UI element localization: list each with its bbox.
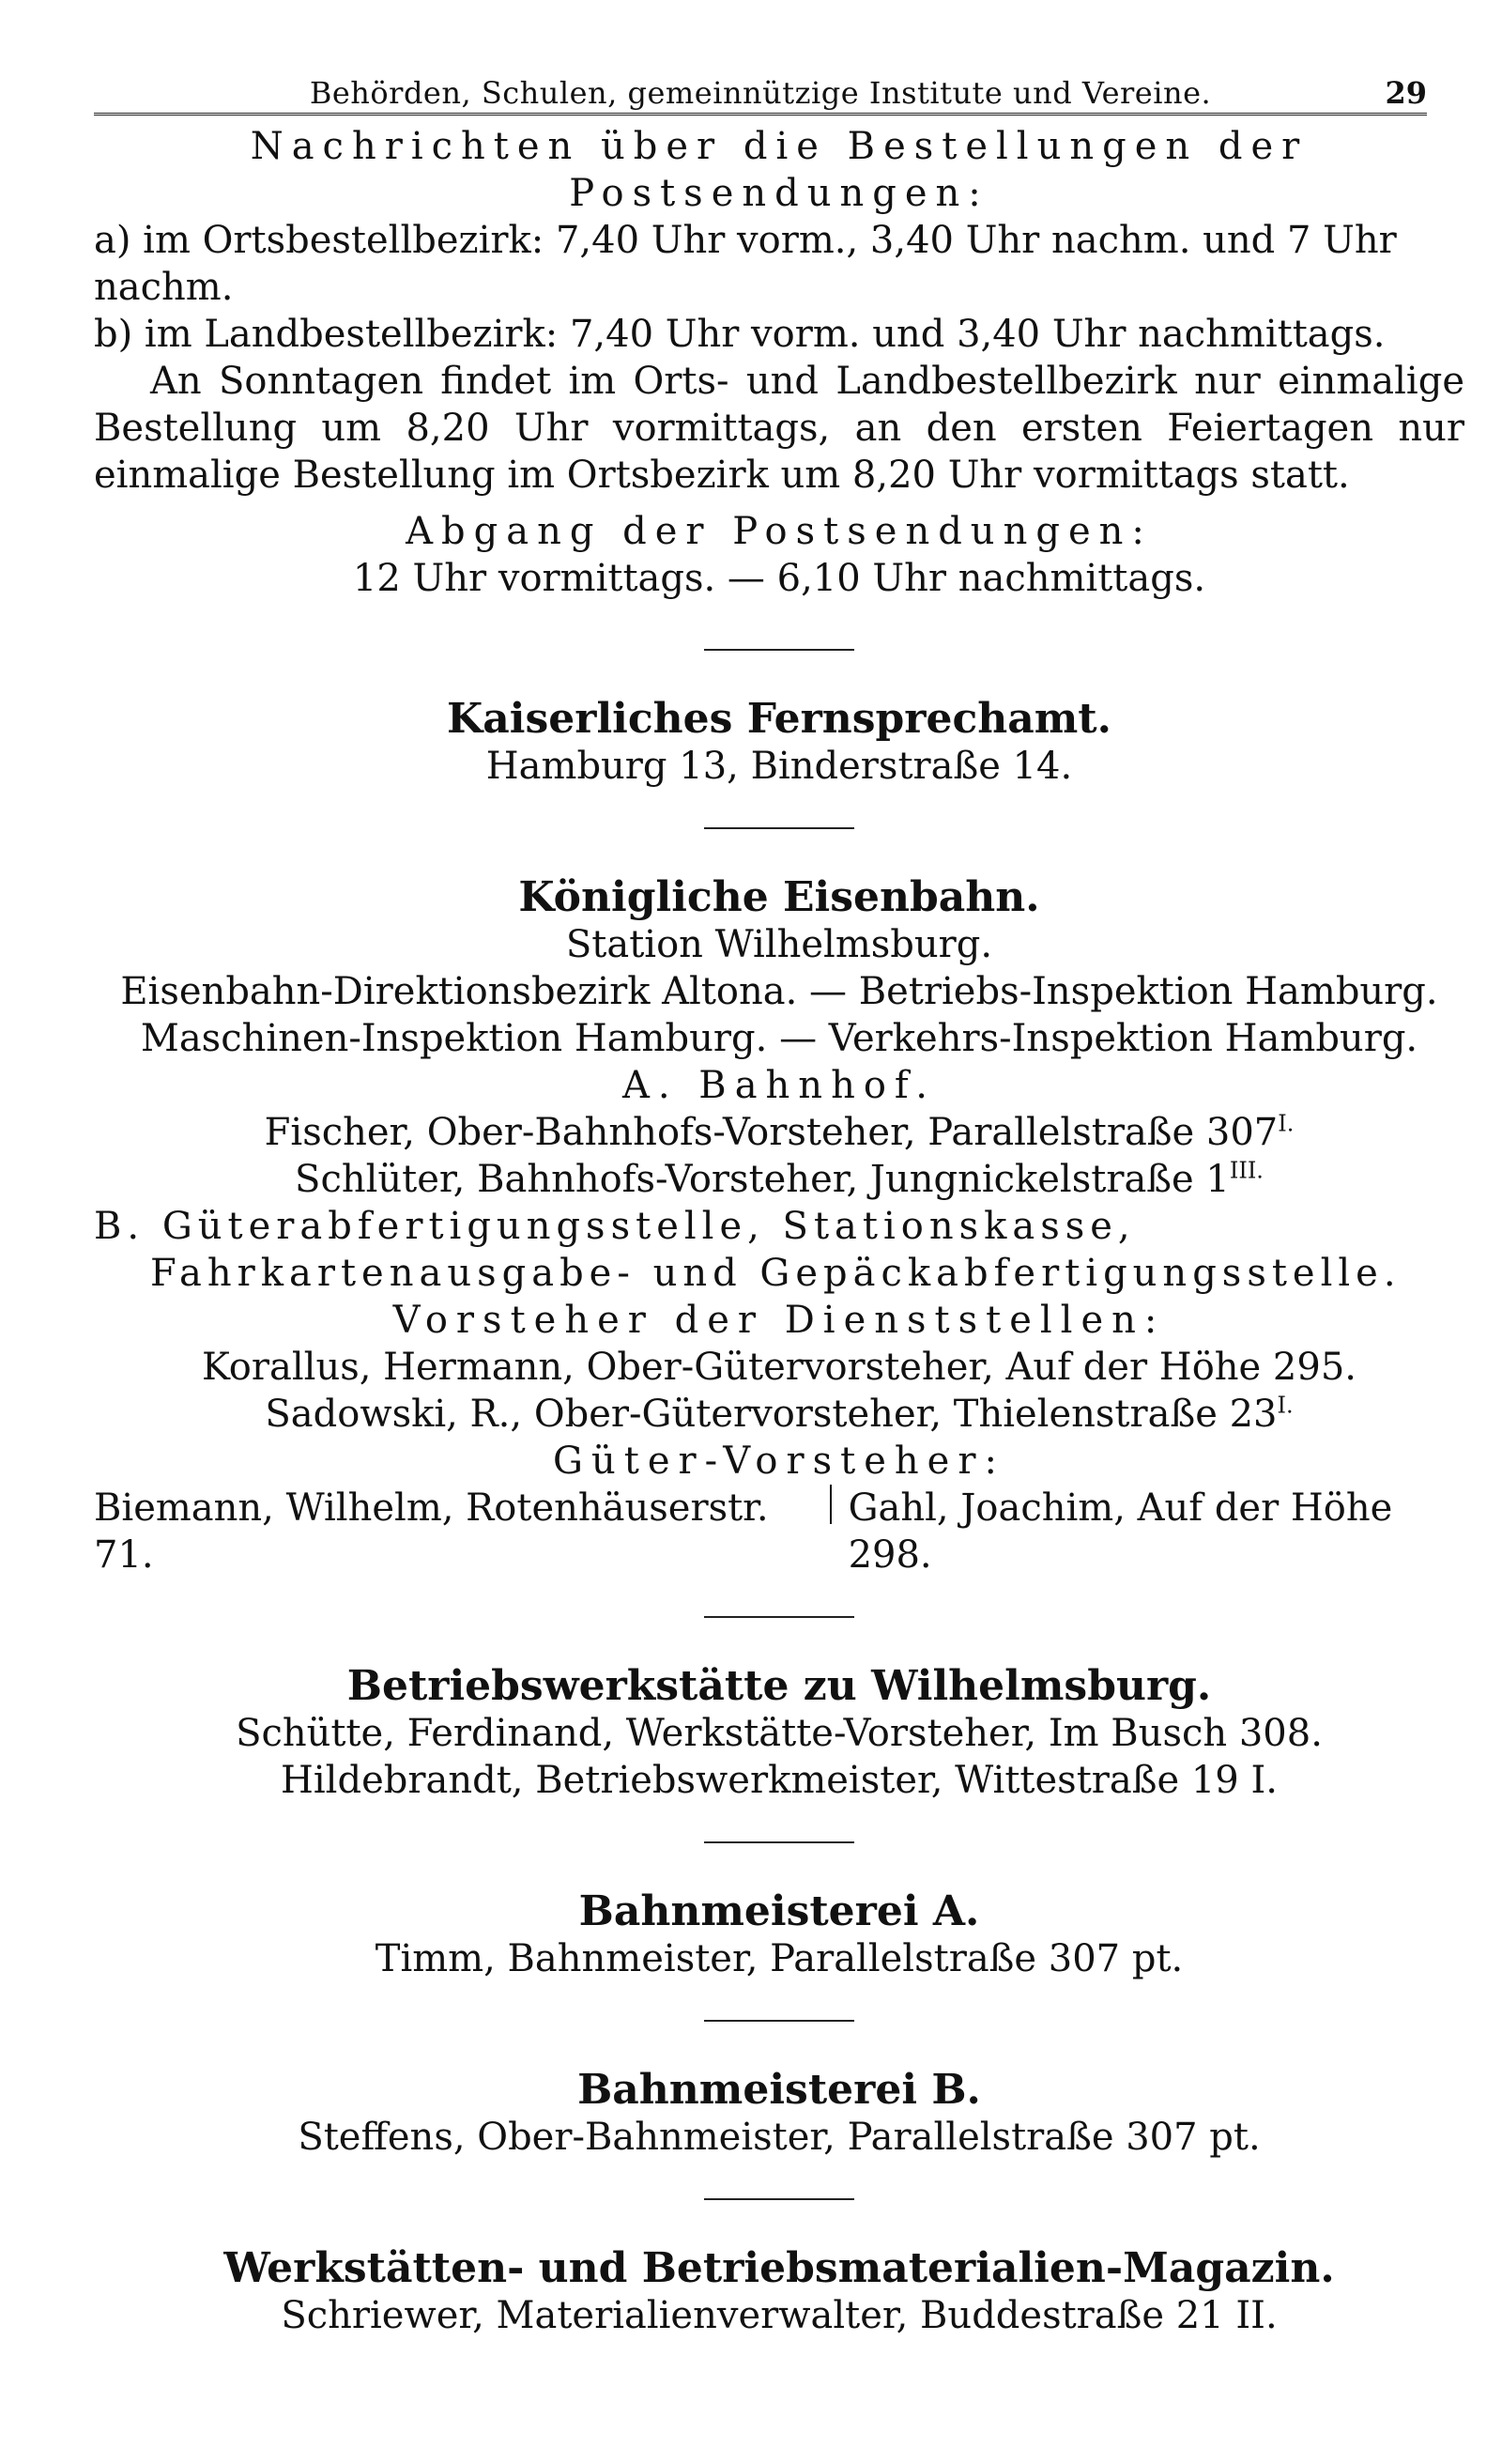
vorsteher-heading: Vorsteher der Dienststellen: [392, 1299, 1166, 1342]
a-entry-2 [94, 1156, 1464, 1203]
fernsprechamt-title: Kaiserliches Fernsprechamt. [447, 695, 1111, 743]
page-content [94, 123, 1464, 2339]
eisenbahn-station: Station Wilhelmsburg. [565, 923, 993, 966]
b-entry-1: Korallus, Hermann, Ober-Gütervorsteher, Auf der Höhe 295. [202, 1346, 1356, 1389]
bahnmeisterei-b-entry: Steffens, Ober-Bahnmeister, Parallelstraße 307 pt. [298, 2116, 1261, 2159]
separator-rule [704, 2020, 854, 2022]
a-entry-1 [94, 1109, 1464, 1156]
bahnmeisterei-a-title: Bahnmeisterei A. [578, 1887, 980, 1935]
separator-rule [704, 649, 854, 651]
a-entry-1-sup: I. [1278, 1110, 1295, 1137]
sunday-note: An Sonntagen findet im Orts- und Landbestellbezirk nur einmalige Bestellung um 8,20 Uhr vormittags, an den ersten Feiertagen nur einmalige Bestellung im Ortsbezirk um 8,20 Uhr vormittags statt. [94, 360, 1464, 497]
betriebswerkstaette-entry-1: Schütte, Ferdinand, Werkstätte-Vorsteher, Im Busch 308. [236, 1712, 1323, 1755]
section-a-heading: A. Bahnhof. [621, 1064, 937, 1107]
bahnmeisterei-b-title: Bahnmeisterei B. [577, 2066, 981, 2114]
delivery-a: a) im Ortsbestellbezirk: 7,40 Uhr vorm., 3,40 Uhr nachm. und 7 Uhr nachm. [94, 219, 1397, 309]
running-header [94, 66, 1427, 116]
section-b-heading: B. Güterabfertigungsstelle, Stationskasse, Fahrkartenausgabe- und Gepäckabfertigungsstelle. [94, 1205, 1402, 1295]
gueter-heading: Güter-Vorsteher: [553, 1440, 1005, 1483]
betriebswerkstaette-entry-2: Hildebrandt, Betriebswerkmeister, Wittestraße 19 I. [281, 1759, 1278, 1802]
b-entry-2-text: Sadowski, R., Ober-Gütervorsteher, Thielenstraße 23 [265, 1393, 1278, 1436]
gueter-right: Gahl, Joachim, Auf der Höhe 298. [848, 1486, 1393, 1577]
a-entry-2-text: Schlüter, Bahnhofs-Vorsteher, Jungnickelstraße 1 [295, 1158, 1230, 1201]
magazin-entry: Schriewer, Materialienverwalter, Buddestraße 21 II. [281, 2294, 1278, 2337]
gueter-row [94, 1485, 1464, 1578]
departure-heading: Abgang der Postsendungen: [406, 510, 1153, 553]
betriebswerkstaette-title: Betriebswerkstätte zu Wilhelmsburg. [346, 1662, 1212, 1710]
b-entry-2 [94, 1391, 1464, 1438]
separator-rule [704, 1616, 854, 1618]
bahnmeisterei-a-entry: Timm, Bahnmeister, Parallelstraße 307 pt. [375, 1937, 1184, 1980]
eisenbahn-line2: Maschinen-Inspektion Hamburg. — Verkehrs-Inspektion Hamburg. [140, 1017, 1418, 1060]
running-title: Behörden, Schulen, gemeinnützige Institute und Vereine. [309, 75, 1212, 111]
gueter-left: Biemann, Wilhelm, Rotenhäuserstr. 71. [94, 1486, 769, 1577]
separator-rule [704, 2198, 854, 2200]
delivery-heading: Nachrichten über die Bestellungen der Postsendungen: [250, 125, 1309, 215]
a-entry-1-text: Fischer, Ober-Bahnhofs-Vorsteher, Parallelstraße 307 [264, 1111, 1279, 1154]
separator-rule [704, 1841, 854, 1843]
b-entry-2-sup: I. [1277, 1392, 1294, 1419]
magazin-title: Werkstätten- und Betriebsmaterialien-Magazin. [223, 2244, 1335, 2292]
page-number: 29 [1385, 75, 1427, 111]
delivery-b: b) im Landbestellbezirk: 7,40 Uhr vorm. und 3,40 Uhr nachmittags. [94, 313, 1386, 356]
eisenbahn-title: Königliche Eisenbahn. [518, 873, 1040, 921]
fernsprechamt-address: Hamburg 13, Binderstraße 14. [485, 745, 1073, 788]
departure-times: 12 Uhr vormittags. — 6,10 Uhr nachmittags. [352, 557, 1206, 600]
separator-rule [704, 827, 854, 829]
a-entry-2-sup: III. [1229, 1157, 1264, 1184]
column-divider [830, 1485, 832, 1524]
eisenbahn-line1: Eisenbahn-Direktionsbezirk Altona. — Betriebs-Inspektion Hamburg. [120, 970, 1438, 1013]
